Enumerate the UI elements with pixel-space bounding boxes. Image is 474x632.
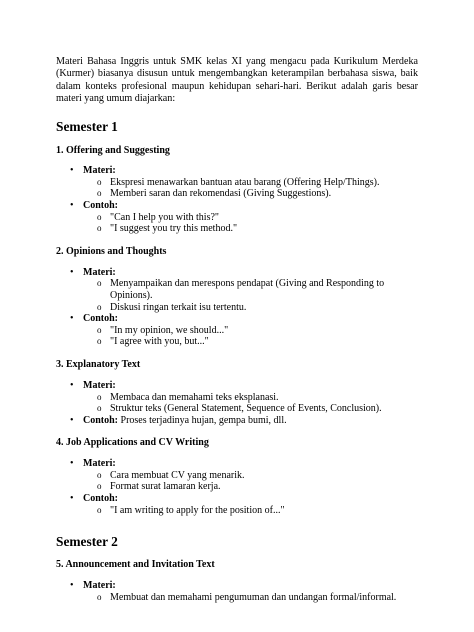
- topic-1-list: [56, 165, 418, 235]
- materi-label: Materi:: [83, 379, 116, 391]
- materi-sublist: [83, 177, 418, 200]
- topic-4-list: [56, 458, 418, 516]
- contoh-label: Contoh:: [83, 199, 119, 211]
- materi-subitem: o Ekspresi menawarkan bantuan atau barang (Offering Help/Things).: [83, 177, 418, 189]
- topic-4-heading: 4. Job Applications and CV Writing: [56, 437, 209, 449]
- contoh-label: Contoh:: [83, 493, 119, 505]
- materi-subitem: o Memberi saran dan rekomendasi (Giving Suggestions).: [83, 188, 418, 200]
- materi-subitem: o Struktur teks (General Statement, Sequence of Events, Conclusion).: [83, 403, 418, 415]
- contoh-subitem: o "I suggest you try this method.": [83, 223, 418, 235]
- contoh-sublist: [83, 325, 418, 348]
- materi-subitem: o Menyampaikan dan merespons pendapat (Giving and Responding to Opinions).: [83, 278, 418, 301]
- topic-3-heading: 3. Explanatory Text: [56, 358, 141, 370]
- materi-item: [56, 267, 418, 313]
- contoh-item: [56, 313, 418, 348]
- contoh-subitem: o "In my opinion, we should...": [83, 325, 418, 337]
- materi-label: Materi:: [83, 580, 116, 592]
- contoh-sublist: [83, 212, 418, 235]
- materi-subitem: o Membaca dan memahami teks eksplanasi.: [83, 392, 418, 404]
- materi-item: [56, 580, 418, 603]
- materi-item: [56, 380, 418, 415]
- materi-subitem: o Membuat dan memahami pengumuman dan undangan formal/informal.: [83, 592, 418, 604]
- topic-1-heading: 1. Offering and Suggesting: [56, 145, 170, 157]
- materi-label: Materi:: [83, 266, 116, 278]
- semester-2-heading: Semester 2: [56, 534, 118, 550]
- topic-2-list: [56, 267, 418, 348]
- materi-sublist: [83, 392, 418, 415]
- contoh-subitem: o "Can I help you with this?": [83, 212, 418, 224]
- contoh-item: [56, 415, 418, 427]
- materi-label: Materi:: [83, 458, 116, 470]
- contoh-inline-text: Proses terjadinya hujan, gempa bumi, dll.: [118, 414, 287, 426]
- topic-5-heading: 5. Announcement and Invitation Text: [56, 559, 215, 571]
- topic-2-heading: 2. Opinions and Thoughts: [56, 245, 167, 257]
- semester-1-heading: Semester 1: [56, 119, 118, 135]
- materi-item: [56, 458, 418, 493]
- contoh-item: [56, 200, 418, 235]
- materi-subitem: o Format surat lamaran kerja.: [83, 481, 418, 493]
- contoh-sublist: [83, 505, 418, 517]
- materi-label: Materi:: [83, 165, 116, 177]
- materi-subitem: o Diskusi ringan terkait isu tertentu.: [83, 302, 418, 314]
- topic-5-list: [56, 580, 418, 603]
- materi-sublist: [83, 470, 418, 493]
- contoh-label: Contoh:: [83, 313, 119, 325]
- contoh-subitem: o "I am writing to apply for the position of...": [83, 505, 418, 517]
- materi-subitem: o Cara membuat CV yang menarik.: [83, 470, 418, 482]
- materi-item: [56, 165, 418, 200]
- intro-paragraph: Materi Bahasa Inggris untuk SMK kelas XI yang mengacu pada Kurikulum Merdeka (Kurmer) biasanya disusun untuk mengembangkan keterampilan berbahasa siswa, baik dalam konteks profesional maupun kehidupan sehari-hari. Berikut adalah garis besar materi yang umum diajarkan:: [56, 56, 418, 104]
- materi-sublist: [83, 278, 418, 313]
- contoh-label: Contoh:: [83, 414, 119, 426]
- document-page: [56, 56, 418, 603]
- contoh-item: [56, 493, 418, 516]
- topic-3-list: [56, 380, 418, 426]
- materi-sublist: [83, 592, 418, 604]
- contoh-subitem: o "I agree with you, but...": [83, 336, 418, 348]
